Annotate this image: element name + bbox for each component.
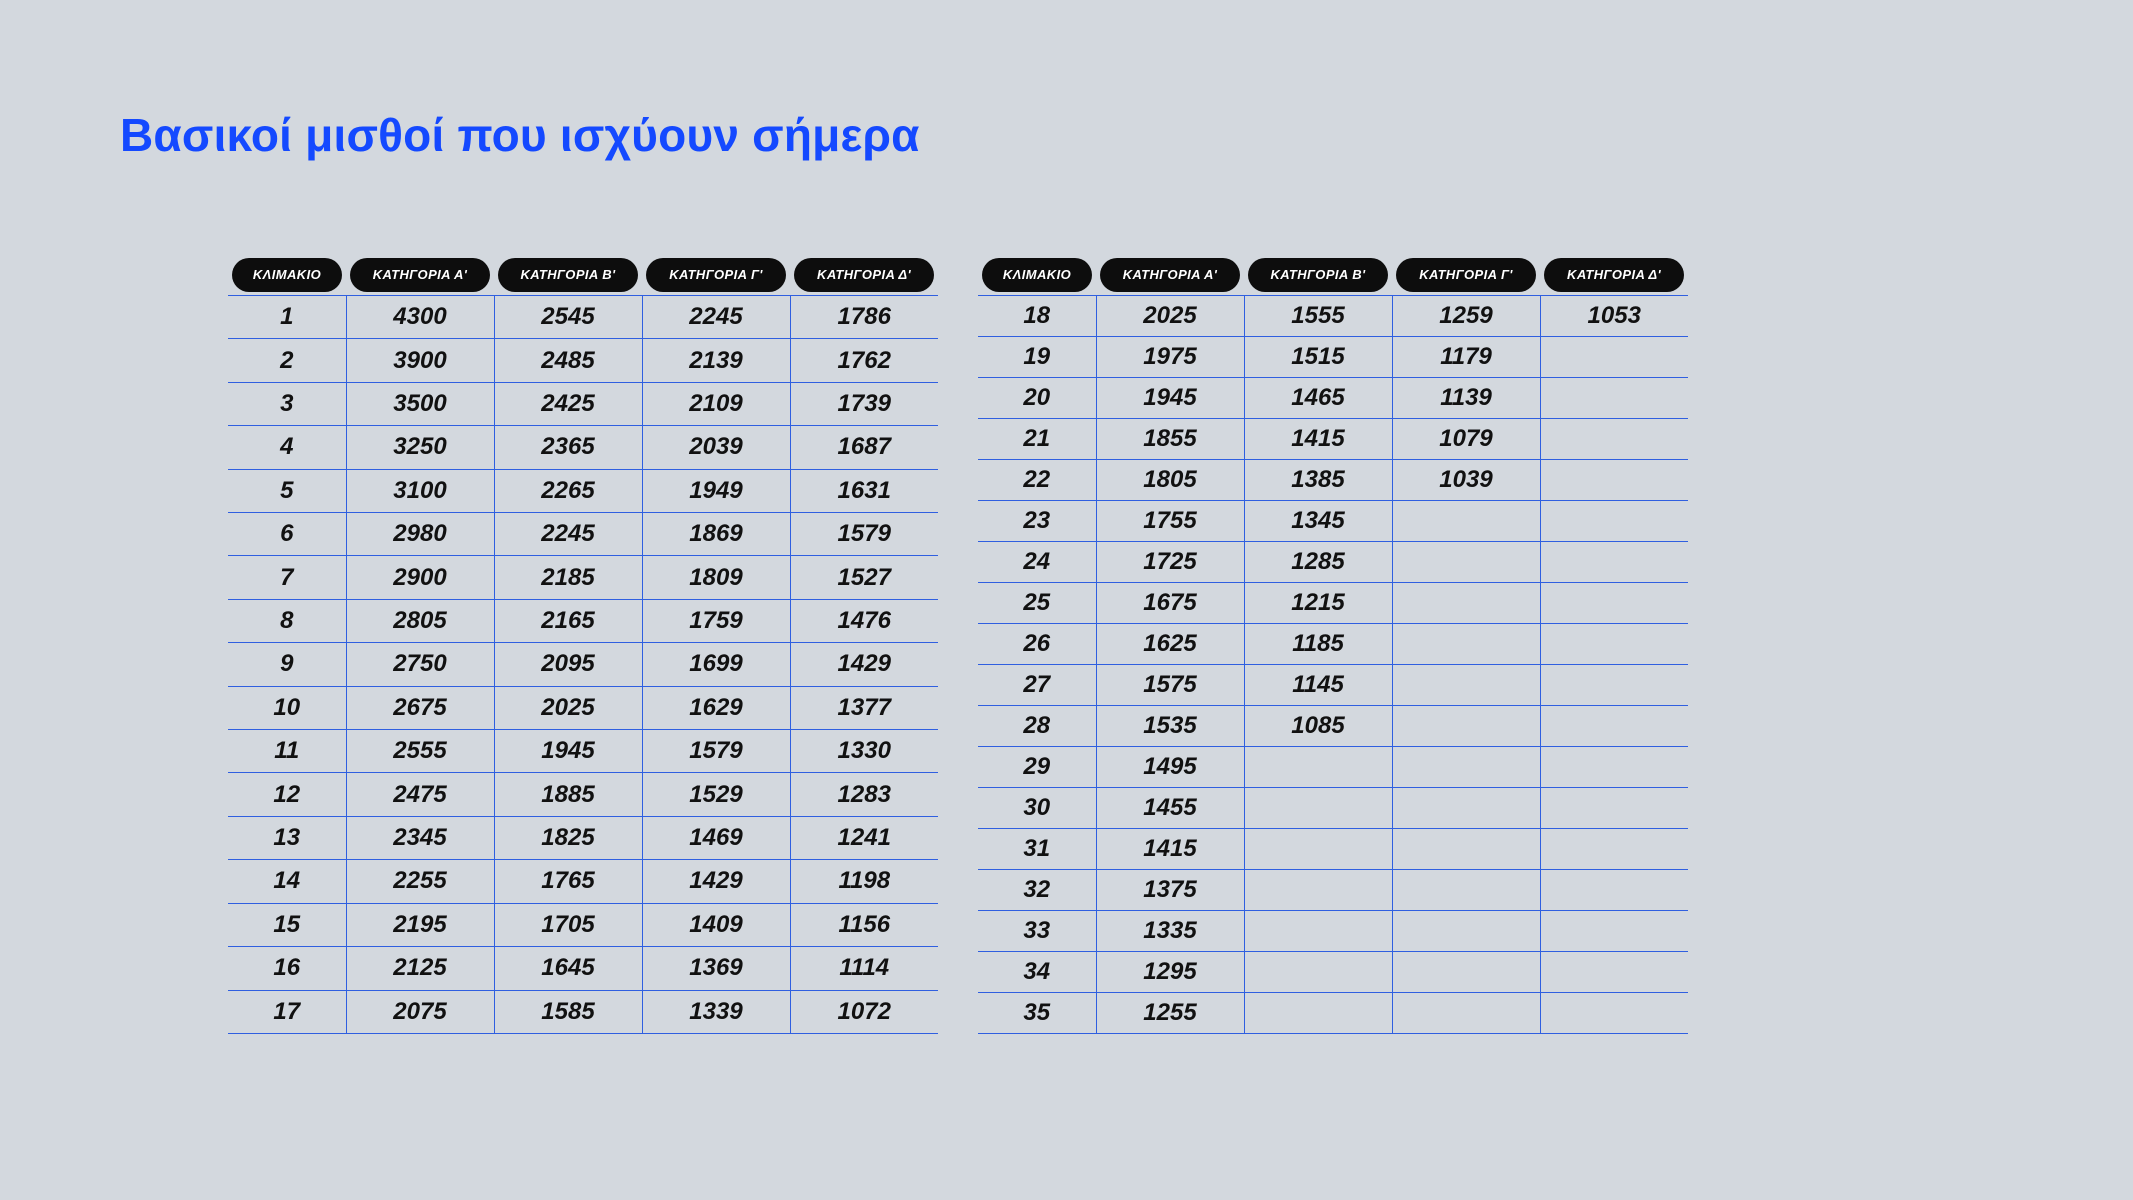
cell-klimakio: 14 — [228, 860, 346, 903]
cell-klimakio: 34 — [978, 952, 1096, 993]
cell-salary: 2805 — [346, 599, 494, 642]
cell-salary: 1885 — [494, 773, 642, 816]
table-row — [978, 419, 1688, 460]
cell-salary — [1540, 747, 1688, 788]
cell-klimakio: 5 — [228, 469, 346, 512]
cell-salary: 1786 — [790, 296, 938, 339]
header-cell-category-c — [1392, 255, 1540, 296]
cell-salary: 1529 — [642, 773, 790, 816]
cell-klimakio: 21 — [978, 419, 1096, 460]
table-row — [978, 665, 1688, 706]
table-row — [228, 513, 938, 556]
table-row — [228, 686, 938, 729]
table-row — [228, 730, 938, 773]
cell-salary — [1540, 829, 1688, 870]
table-row — [978, 993, 1688, 1034]
cell-salary: 1039 — [1392, 460, 1540, 501]
cell-salary: 1114 — [790, 947, 938, 990]
cell-salary: 1295 — [1096, 952, 1244, 993]
cell-salary — [1540, 378, 1688, 419]
header-cell-category-b — [494, 255, 642, 296]
cell-salary — [1244, 747, 1392, 788]
table-row — [228, 903, 938, 946]
table-row — [978, 911, 1688, 952]
header-pill-category-b: ΚΑΤΗΓΟΡΙΑ Β' — [498, 258, 638, 292]
cell-salary: 1949 — [642, 469, 790, 512]
table-row — [978, 337, 1688, 378]
cell-salary: 2475 — [346, 773, 494, 816]
cell-klimakio: 3 — [228, 382, 346, 425]
table-row — [228, 773, 938, 816]
table-row — [228, 990, 938, 1034]
table-row — [228, 296, 938, 339]
cell-salary: 2255 — [346, 860, 494, 903]
table-row — [228, 947, 938, 990]
cell-salary: 2980 — [346, 513, 494, 556]
cell-klimakio: 20 — [978, 378, 1096, 419]
cell-salary: 1585 — [494, 990, 642, 1034]
cell-klimakio: 26 — [978, 624, 1096, 665]
cell-salary: 1975 — [1096, 337, 1244, 378]
table-row — [978, 706, 1688, 747]
cell-salary: 2165 — [494, 599, 642, 642]
cell-klimakio: 23 — [978, 501, 1096, 542]
cell-salary: 1198 — [790, 860, 938, 903]
cell-klimakio: 11 — [228, 730, 346, 773]
cell-salary: 1179 — [1392, 337, 1540, 378]
cell-klimakio: 13 — [228, 816, 346, 859]
cell-klimakio: 10 — [228, 686, 346, 729]
cell-salary: 1645 — [494, 947, 642, 990]
cell-salary: 3100 — [346, 469, 494, 512]
cell-salary — [1540, 952, 1688, 993]
cell-klimakio: 22 — [978, 460, 1096, 501]
cell-salary — [1540, 624, 1688, 665]
table-row — [228, 469, 938, 512]
cell-salary — [1244, 829, 1392, 870]
cell-salary: 2095 — [494, 643, 642, 686]
header-row — [978, 255, 1688, 296]
cell-salary: 1377 — [790, 686, 938, 729]
cell-klimakio: 29 — [978, 747, 1096, 788]
header-pill-category-d: ΚΑΤΗΓΟΡΙΑ Δ' — [794, 258, 934, 292]
cell-salary: 1765 — [494, 860, 642, 903]
cell-salary: 1255 — [1096, 993, 1244, 1034]
cell-salary: 1579 — [790, 513, 938, 556]
cell-salary: 2139 — [642, 339, 790, 382]
cell-salary: 2109 — [642, 382, 790, 425]
header-cell-category-d — [1540, 255, 1688, 296]
cell-klimakio: 27 — [978, 665, 1096, 706]
cell-salary: 1369 — [642, 947, 790, 990]
cell-salary: 2195 — [346, 903, 494, 946]
cell-salary — [1244, 870, 1392, 911]
cell-salary: 1869 — [642, 513, 790, 556]
salary-table-right — [978, 255, 1688, 1034]
cell-salary: 2245 — [494, 513, 642, 556]
cell-salary: 1283 — [790, 773, 938, 816]
cell-klimakio: 12 — [228, 773, 346, 816]
cell-salary: 1185 — [1244, 624, 1392, 665]
cell-salary: 1527 — [790, 556, 938, 599]
cell-klimakio: 33 — [978, 911, 1096, 952]
table-row — [228, 816, 938, 859]
table-row — [228, 382, 938, 425]
cell-klimakio: 1 — [228, 296, 346, 339]
table-row — [978, 542, 1688, 583]
cell-salary — [1244, 993, 1392, 1034]
cell-salary — [1392, 583, 1540, 624]
table-row — [978, 583, 1688, 624]
header-cell-category-a — [1096, 255, 1244, 296]
cell-salary — [1392, 911, 1540, 952]
cell-salary: 1429 — [642, 860, 790, 903]
cell-salary: 1429 — [790, 643, 938, 686]
cell-salary: 1945 — [1096, 378, 1244, 419]
cell-salary: 1385 — [1244, 460, 1392, 501]
header-cell-category-b — [1244, 255, 1392, 296]
cell-salary: 2075 — [346, 990, 494, 1034]
cell-salary — [1392, 706, 1540, 747]
header-cell-category-c — [642, 255, 790, 296]
cell-salary: 1285 — [1244, 542, 1392, 583]
cell-salary: 1465 — [1244, 378, 1392, 419]
cell-salary: 1631 — [790, 469, 938, 512]
cell-salary: 1945 — [494, 730, 642, 773]
cell-salary — [1540, 870, 1688, 911]
cell-salary: 1675 — [1096, 583, 1244, 624]
cell-salary: 1755 — [1096, 501, 1244, 542]
cell-salary: 1415 — [1096, 829, 1244, 870]
header-cell-klimakio — [978, 255, 1096, 296]
table-row — [978, 952, 1688, 993]
cell-salary: 1759 — [642, 599, 790, 642]
cell-salary: 1725 — [1096, 542, 1244, 583]
header-row — [228, 255, 938, 296]
cell-salary: 1241 — [790, 816, 938, 859]
cell-salary: 1705 — [494, 903, 642, 946]
header-pill-klimakio: ΚΛΙΜΑΚΙΟ — [232, 258, 342, 292]
cell-salary — [1244, 952, 1392, 993]
cell-salary: 1375 — [1096, 870, 1244, 911]
cell-salary: 1145 — [1244, 665, 1392, 706]
cell-klimakio: 7 — [228, 556, 346, 599]
cell-salary: 1625 — [1096, 624, 1244, 665]
cell-salary: 2900 — [346, 556, 494, 599]
cell-salary: 1079 — [1392, 419, 1540, 460]
cell-klimakio: 8 — [228, 599, 346, 642]
cell-salary — [1392, 665, 1540, 706]
cell-salary: 2025 — [494, 686, 642, 729]
cell-salary — [1392, 870, 1540, 911]
cell-salary: 1629 — [642, 686, 790, 729]
cell-salary: 1455 — [1096, 788, 1244, 829]
cell-klimakio: 31 — [978, 829, 1096, 870]
cell-salary: 4300 — [346, 296, 494, 339]
cell-salary: 2545 — [494, 296, 642, 339]
cell-salary — [1392, 788, 1540, 829]
cell-klimakio: 24 — [978, 542, 1096, 583]
cell-salary: 1139 — [1392, 378, 1540, 419]
cell-salary: 1762 — [790, 339, 938, 382]
table-row — [978, 870, 1688, 911]
salary-tables-container — [228, 255, 1688, 1034]
cell-salary: 1739 — [790, 382, 938, 425]
cell-salary: 1469 — [642, 816, 790, 859]
cell-klimakio: 32 — [978, 870, 1096, 911]
table-row — [978, 501, 1688, 542]
cell-klimakio: 18 — [978, 296, 1096, 337]
table-header-right — [978, 255, 1688, 296]
cell-salary: 2025 — [1096, 296, 1244, 337]
table-row — [228, 860, 938, 903]
table-row — [978, 829, 1688, 870]
cell-salary: 2675 — [346, 686, 494, 729]
cell-salary: 1515 — [1244, 337, 1392, 378]
salary-table-left — [228, 255, 938, 1034]
cell-salary: 1259 — [1392, 296, 1540, 337]
cell-klimakio: 19 — [978, 337, 1096, 378]
cell-salary: 2185 — [494, 556, 642, 599]
table-row — [228, 556, 938, 599]
cell-salary — [1244, 911, 1392, 952]
cell-klimakio: 6 — [228, 513, 346, 556]
cell-salary: 1687 — [790, 426, 938, 469]
header-pill-category-b: ΚΑΤΗΓΟΡΙΑ Β' — [1248, 258, 1388, 292]
cell-klimakio: 16 — [228, 947, 346, 990]
table-body-right — [978, 296, 1688, 1034]
cell-salary — [1244, 788, 1392, 829]
cell-salary — [1392, 501, 1540, 542]
cell-salary: 1330 — [790, 730, 938, 773]
cell-salary: 1495 — [1096, 747, 1244, 788]
cell-salary — [1540, 460, 1688, 501]
cell-salary: 1215 — [1244, 583, 1392, 624]
cell-salary — [1540, 337, 1688, 378]
cell-klimakio: 25 — [978, 583, 1096, 624]
cell-salary: 1809 — [642, 556, 790, 599]
table-row — [978, 460, 1688, 501]
table-row — [228, 599, 938, 642]
cell-salary: 1345 — [1244, 501, 1392, 542]
cell-salary: 2125 — [346, 947, 494, 990]
cell-salary: 2750 — [346, 643, 494, 686]
cell-salary: 1072 — [790, 990, 938, 1034]
cell-klimakio: 4 — [228, 426, 346, 469]
cell-salary: 1825 — [494, 816, 642, 859]
cell-salary: 1699 — [642, 643, 790, 686]
cell-salary: 1053 — [1540, 296, 1688, 337]
cell-salary — [1392, 829, 1540, 870]
cell-salary: 2265 — [494, 469, 642, 512]
cell-klimakio: 2 — [228, 339, 346, 382]
cell-klimakio: 28 — [978, 706, 1096, 747]
cell-salary: 2345 — [346, 816, 494, 859]
cell-salary: 1855 — [1096, 419, 1244, 460]
cell-salary — [1392, 624, 1540, 665]
header-pill-category-c: ΚΑΤΗΓΟΡΙΑ Γ' — [646, 258, 786, 292]
header-pill-category-d: ΚΑΤΗΓΟΡΙΑ Δ' — [1544, 258, 1684, 292]
cell-salary: 2555 — [346, 730, 494, 773]
header-pill-category-a: ΚΑΤΗΓΟΡΙΑ Α' — [1100, 258, 1240, 292]
cell-salary — [1392, 747, 1540, 788]
table-row — [978, 788, 1688, 829]
cell-salary: 3900 — [346, 339, 494, 382]
header-cell-category-a — [346, 255, 494, 296]
cell-klimakio: 30 — [978, 788, 1096, 829]
table-row — [228, 339, 938, 382]
cell-salary: 3500 — [346, 382, 494, 425]
header-cell-klimakio — [228, 255, 346, 296]
cell-salary — [1540, 706, 1688, 747]
cell-salary: 1575 — [1096, 665, 1244, 706]
table-body-left — [228, 296, 938, 1034]
cell-klimakio: 17 — [228, 990, 346, 1034]
table-header-left — [228, 255, 938, 296]
cell-salary — [1392, 542, 1540, 583]
cell-klimakio: 35 — [978, 993, 1096, 1034]
cell-salary — [1540, 665, 1688, 706]
cell-salary: 1409 — [642, 903, 790, 946]
cell-salary — [1392, 993, 1540, 1034]
cell-salary: 1085 — [1244, 706, 1392, 747]
header-pill-klimakio: ΚΛΙΜΑΚΙΟ — [982, 258, 1092, 292]
cell-salary: 2485 — [494, 339, 642, 382]
table-row — [978, 296, 1688, 337]
cell-salary — [1540, 583, 1688, 624]
cell-salary: 2365 — [494, 426, 642, 469]
table-row — [978, 747, 1688, 788]
cell-salary: 1805 — [1096, 460, 1244, 501]
cell-salary: 1339 — [642, 990, 790, 1034]
cell-salary — [1540, 542, 1688, 583]
cell-salary: 1535 — [1096, 706, 1244, 747]
cell-salary: 2425 — [494, 382, 642, 425]
cell-salary: 2245 — [642, 296, 790, 339]
table-row — [228, 426, 938, 469]
cell-klimakio: 15 — [228, 903, 346, 946]
cell-salary: 2039 — [642, 426, 790, 469]
cell-salary — [1540, 501, 1688, 542]
cell-salary: 3250 — [346, 426, 494, 469]
cell-salary — [1540, 911, 1688, 952]
cell-salary — [1392, 952, 1540, 993]
header-cell-category-d — [790, 255, 938, 296]
cell-salary — [1540, 788, 1688, 829]
table-row — [228, 643, 938, 686]
cell-salary: 1156 — [790, 903, 938, 946]
cell-salary: 1579 — [642, 730, 790, 773]
page-title: Βασικοί μισθοί που ισχύουν σήμερα — [120, 109, 920, 161]
cell-salary: 1335 — [1096, 911, 1244, 952]
cell-salary — [1540, 419, 1688, 460]
table-row — [978, 624, 1688, 665]
cell-salary: 1415 — [1244, 419, 1392, 460]
cell-salary — [1540, 993, 1688, 1034]
cell-salary: 1476 — [790, 599, 938, 642]
header-pill-category-a: ΚΑΤΗΓΟΡΙΑ Α' — [350, 258, 490, 292]
table-row — [978, 378, 1688, 419]
cell-salary: 1555 — [1244, 296, 1392, 337]
header-pill-category-c: ΚΑΤΗΓΟΡΙΑ Γ' — [1396, 258, 1536, 292]
cell-klimakio: 9 — [228, 643, 346, 686]
